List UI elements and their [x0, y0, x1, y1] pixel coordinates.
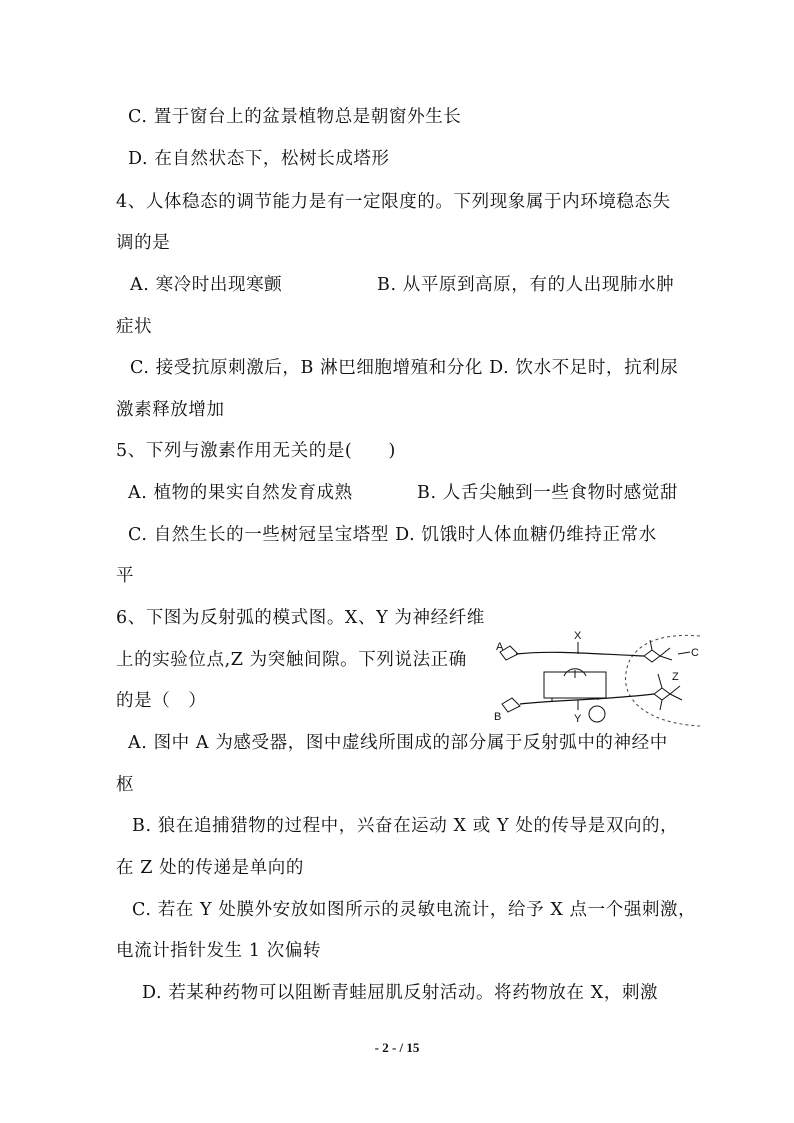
question-4-option-b: B. 从平原到高原，有的人出现肺水肿: [377, 275, 675, 295]
question-6-option-c: C. 若在 Y 处膜外安放如图所示的灵敏电流计，给予 X 点一个强刺激，: [132, 900, 697, 920]
question-6-option-d: D. 若某种药物可以阻断青蛙屈肌反射活动。将药物放在 X，刺激: [142, 983, 659, 1003]
label-x: X: [574, 630, 582, 642]
label-c: C: [691, 647, 699, 659]
label-a: A: [496, 641, 504, 653]
effector-b: [502, 698, 520, 712]
neuron-upper: [644, 640, 672, 662]
label-b: B: [494, 711, 502, 723]
question-3-option-d: D. 在自然状态下，松树长成塔形: [128, 149, 390, 169]
question-6-stem-cont: 上的实验位点,Z 为突触间隙。下列说法正确: [116, 650, 467, 670]
question-5-option-d-cont: 平: [116, 566, 135, 586]
efferent-fiber: [520, 694, 654, 704]
question-6-option-b-cont: 在 Z 处的传递是单向的: [116, 858, 304, 878]
question-4-option-d-cont: 激素释放增加: [116, 400, 225, 420]
question-6-option-a: A. 图中 A 为感受器，图中虚线所围成的部分属于反射弧中的神经中: [128, 733, 668, 753]
page-number: - 2 - / 15: [374, 1040, 420, 1055]
question-6-option-a-cont: 枢: [116, 775, 135, 795]
question-6-stem: 6、下图为反射弧的模式图。X、Y 为神经纤维: [116, 608, 485, 628]
question-5-option-b: B. 人舌尖触到一些食物时感觉甜: [417, 483, 679, 503]
question-4-option-cd: C. 接受抗原刺激后，B 淋巴细胞增殖和分化 D. 饮水不足时，抗利尿: [130, 358, 679, 378]
reflex-arc-figure: [494, 628, 700, 728]
question-6-option-b: B. 狼在追捕猎物的过程中，兴奋在运动 X 或 Y 处的传导是双向的，: [132, 816, 679, 836]
question-5-option-cd: C. 自然生长的一些树冠呈宝塔型 D. 饥饿时人体血糖仍维持正常水: [128, 525, 657, 545]
question-4-option-b-cont: 症状: [116, 317, 153, 337]
question-4-option-a: A. 寒冷时出现寒颤: [130, 275, 283, 295]
arrow-c: [678, 652, 690, 654]
dashed-center-boundary: [626, 635, 700, 726]
synapse-circle: [589, 706, 605, 722]
question-6-stem-end: 的是（ ）: [116, 691, 207, 711]
question-5-stem: 5、下列与激素作用无关的是( ): [116, 441, 396, 461]
label-y: Y: [574, 713, 582, 725]
question-3-option-c: C. 置于窗台上的盆景植物总是朝窗外生长: [128, 107, 462, 127]
question-6-option-c-cont: 电流计指针发生 1 次偏转: [116, 941, 322, 961]
question-5-option-a: A. 植物的果实自然发育成熟: [128, 483, 353, 503]
label-z: Z: [672, 671, 679, 683]
afferent-fiber: [516, 652, 644, 656]
question-4-stem: 4、人体稳态的调节能力是有一定限度的。下列现象属于内环境稳态失: [116, 192, 671, 212]
question-4-stem-cont: 调的是: [116, 233, 171, 253]
